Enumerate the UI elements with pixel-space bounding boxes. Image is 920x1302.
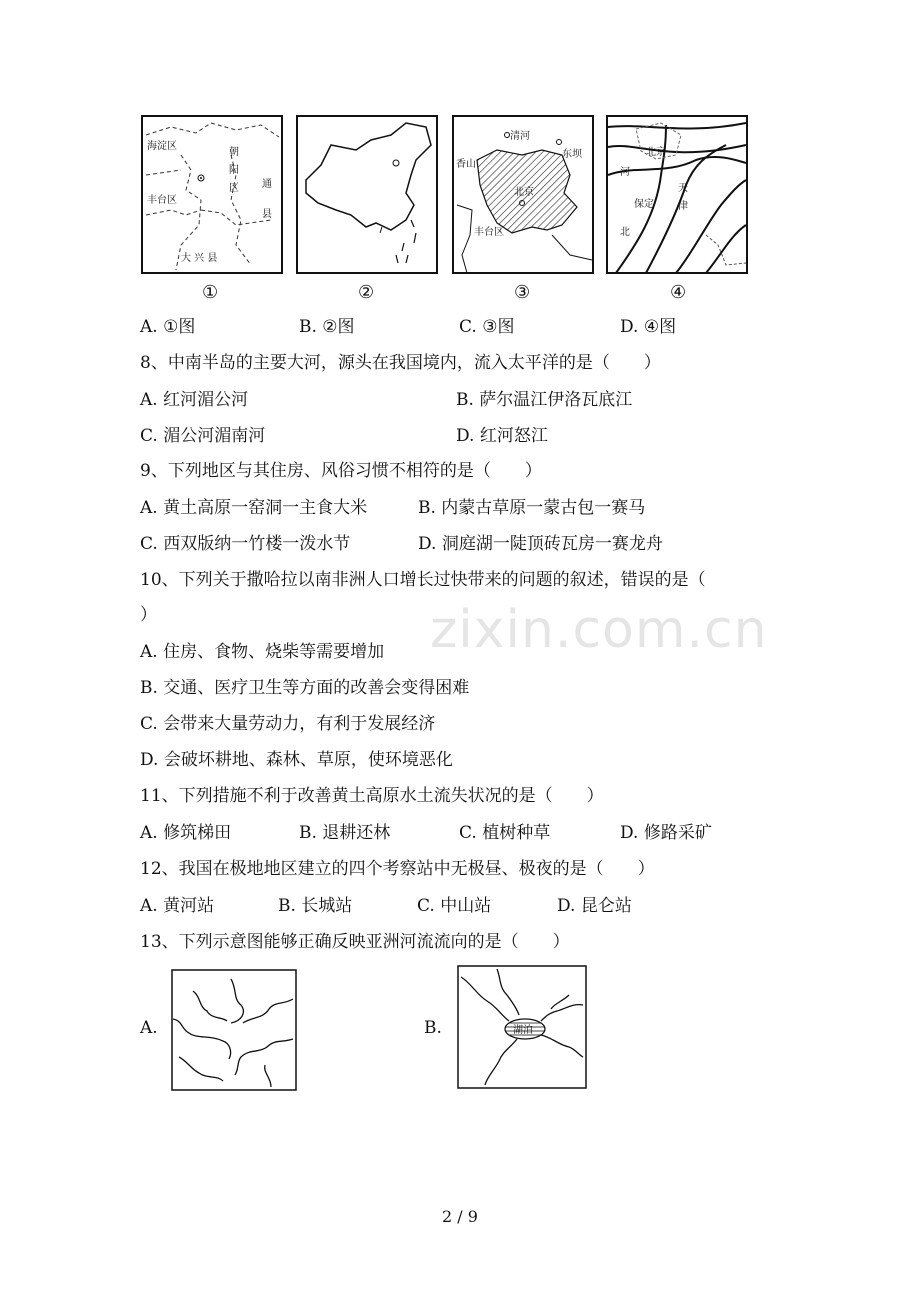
q7-option-c[interactable]: C. ③图 xyxy=(459,317,515,337)
map-label: 区 xyxy=(229,183,239,194)
q12-option-a[interactable]: A. 黄河站 xyxy=(140,896,215,916)
q9-option-c[interactable]: C. 西双版纳一竹楼一泼水节 xyxy=(140,534,351,554)
map-label: 保定 xyxy=(634,199,654,210)
map-label: 津 xyxy=(678,201,688,212)
q8-stem: 8、中南半岛的主要大河，源头在我国境内，流入太平洋的是（ ） xyxy=(140,353,661,373)
map-label: 大 兴 县 xyxy=(181,253,218,264)
q12-option-d[interactable]: D. 昆仑站 xyxy=(557,896,632,916)
map-label: 县 xyxy=(262,209,272,220)
q11-option-b[interactable]: B. 退耕还林 xyxy=(299,823,391,843)
q8-option-a[interactable]: A. 红河湄公河 xyxy=(140,390,249,410)
map-label: 丰台区 xyxy=(474,227,504,238)
q10-option-d[interactable]: D. 会破坏耕地、森林、草原，使环境恶化 xyxy=(140,750,453,770)
q7-option-d[interactable]: D. ④图 xyxy=(620,317,677,337)
q11-stem: 11、下列措施不利于改善黄土高原水土流失状况的是（ ） xyxy=(140,786,604,806)
q9-option-d[interactable]: D. 洞庭湖一陡顶砖瓦房一赛龙舟 xyxy=(418,534,663,554)
q12-option-b[interactable]: B. 长城站 xyxy=(278,896,353,916)
map-label: 海淀区 xyxy=(147,141,177,152)
map-label: 东坝 xyxy=(562,149,582,160)
map-label: 河 xyxy=(620,167,630,178)
q12-stem: 12、我国在极地地区建立的四个考察站中无极昼、极夜的是（ ） xyxy=(140,859,655,879)
q11-option-c[interactable]: C. 植树种草 xyxy=(459,823,551,843)
q8-option-d[interactable]: D. 红河怒江 xyxy=(456,426,548,446)
q10-stem-line1: 10、下列关于撒哈拉以南非洲人口增长过快带来的问题的叙述，错误的是（ xyxy=(140,570,706,590)
q13-stem: 13、下列示意图能够正确反映亚洲河流流向的是（ ） xyxy=(140,932,570,952)
q11-option-a[interactable]: A. 修筑梯田 xyxy=(140,823,232,843)
map-label: 清河 xyxy=(510,131,530,142)
q10-stem-line2: ） xyxy=(140,605,157,625)
q10-option-c[interactable]: C. 会带来大量劳动力，有利于发展经济 xyxy=(140,714,436,734)
q10-option-a[interactable]: A. 住房、食物、烧柴等需要增加 xyxy=(140,642,385,662)
q9-option-a[interactable]: A. 黄土高原一窑洞一主食大米 xyxy=(140,498,368,518)
map-4-number: ④ xyxy=(670,282,687,303)
map-1-number: ① xyxy=(202,282,219,303)
watermark: zixin.com.cn xyxy=(430,600,768,660)
map-2-number: ② xyxy=(358,282,375,303)
map-4 xyxy=(606,115,748,275)
q12-option-c[interactable]: C. 中山站 xyxy=(417,896,492,916)
map-label: 北京 xyxy=(514,187,534,198)
q11-option-d[interactable]: D. 修路采矿 xyxy=(620,823,712,843)
map-1 xyxy=(141,115,283,275)
map-label: 北 xyxy=(620,227,630,238)
q13-diagram-b[interactable] xyxy=(457,965,587,1089)
map-label: 天 xyxy=(678,183,688,194)
page-number: 2 / 9 xyxy=(442,1207,478,1226)
map-label: 阳 xyxy=(229,165,239,176)
q13-option-b-label[interactable]: B. xyxy=(424,1018,442,1038)
map-label: 朝 xyxy=(229,147,239,158)
map-label: 通 xyxy=(262,179,272,190)
map-label: 北京 xyxy=(646,147,666,158)
map-2 xyxy=(296,115,438,275)
q7-option-a[interactable]: A. ①图 xyxy=(140,317,196,337)
map-label: 香山 xyxy=(456,159,476,170)
map-3 xyxy=(452,115,594,275)
q9-option-b[interactable]: B. 内蒙古草原一蒙古包一赛马 xyxy=(418,498,646,518)
map-3-number: ③ xyxy=(514,282,531,303)
map-label: 丰台区 xyxy=(147,195,177,206)
q8-option-c[interactable]: C. 湄公河湄南河 xyxy=(140,426,266,446)
q8-option-b[interactable]: B. 萨尔温江伊洛瓦底江 xyxy=(456,390,633,410)
lake-label: 湖泊 xyxy=(513,1025,533,1036)
q7-option-b[interactable]: B. ②图 xyxy=(299,317,355,337)
q13-diagram-a[interactable] xyxy=(171,969,297,1091)
q13-option-a-label[interactable]: A. xyxy=(140,1018,158,1038)
q9-stem: 9、下列地区与其住房、风俗习惯不相符的是（ ） xyxy=(140,461,542,481)
q10-option-b[interactable]: B. 交通、医疗卫生等方面的改善会变得困难 xyxy=(140,678,470,698)
